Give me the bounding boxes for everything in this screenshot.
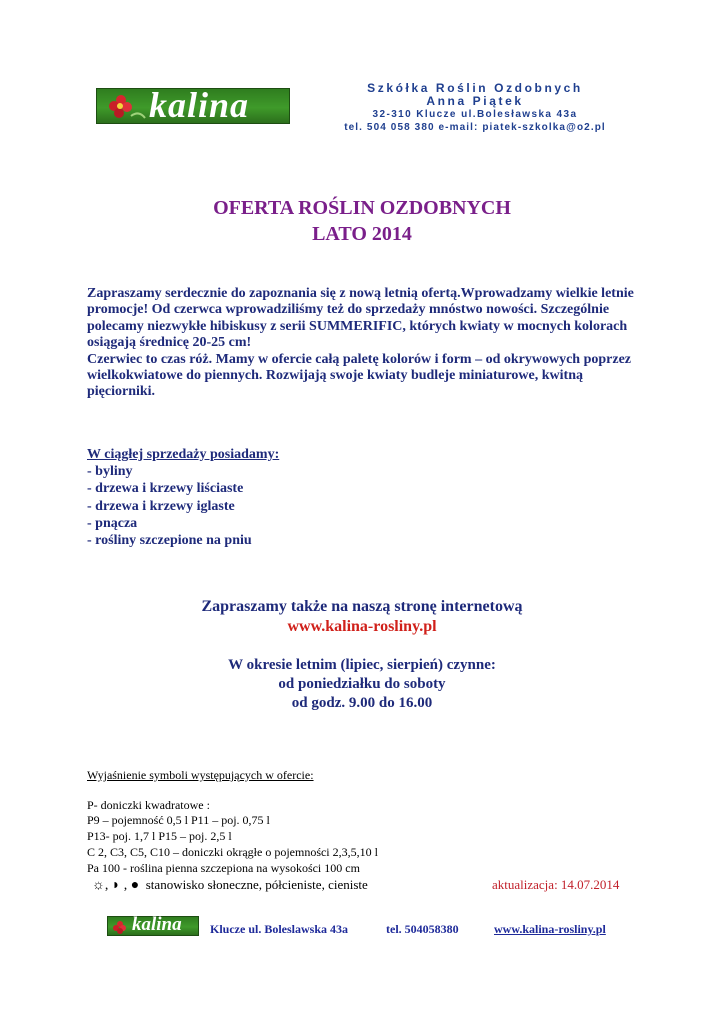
list-item: - pnącza [87, 515, 138, 531]
flower-icon [110, 918, 132, 936]
sun-shade-icons: ☼, ◗ , ● [92, 878, 140, 893]
company-contact: tel. 504 058 380 e-mail: piatek-szkolka@o2.pl [344, 122, 606, 133]
footer-logo [107, 916, 199, 936]
legend-row: P- doniczki kwadratowe : [87, 797, 210, 812]
legend-row: C 2, C3, C5, C10 – doniczki okrągłe o pojemności 2,3,5,10 l [87, 844, 378, 859]
footer-address: Klucze ul. Boleslawska 43a [210, 922, 349, 936]
list-item: - drzewa i krzewy iglaste [87, 498, 235, 514]
sale-list [87, 446, 487, 549]
website-invite: Zapraszamy także na naszą stronę internetową [201, 598, 523, 615]
light-symbols-description: stanowisko słoneczne, półcieniste, cieniste [145, 877, 368, 892]
legend-row: Pa 100 - roślina pienna szczepiona na wysokości 100 cm [87, 860, 360, 875]
footer-website-link[interactable]: www.kalina-rosliny.pl [494, 922, 606, 936]
intro-text [87, 286, 647, 401]
list-item: - drzewa i krzewy liściaste [87, 481, 244, 497]
company-name: Szkółka Roślin Ozdobnych [367, 81, 583, 95]
legend-row: P13- poj. 1,7 l P15 – poj. 2,5 l [87, 829, 232, 844]
list-item: - rośliny szczepione na pniu [87, 533, 252, 549]
symbols-legend [87, 768, 647, 876]
company-address: 32-310 Klucze ul.Bolesławska 43a [372, 109, 578, 120]
flower-icon [101, 90, 147, 122]
company-info [315, 82, 635, 134]
light-symbols-row [92, 876, 368, 895]
footer-logo-text: kalina [132, 914, 182, 935]
kalina-logo [96, 85, 290, 125]
intro-paragraph-2: Czerwiec to czas róż. Mamy w ofercie całą paletę kolorów i form – od okrywowych poprzez wielkokwiatowe do piennych. Rozwijają swoje kwiaty budleje miniaturowe, kwitną pięciorniki. [87, 351, 632, 400]
opening-hours [0, 656, 724, 713]
legend-row: P9 – pojemność 0,5 l P11 – poj. 0,75 l [87, 813, 270, 828]
update-date: aktualizacja: 14.07.2014 [492, 877, 620, 892]
hours-line-3: od godz. 9.00 do 16.00 [291, 695, 433, 711]
sale-list-heading: W ciągłej sprzedaży posiadamy: [87, 447, 280, 462]
logo-text: kalina [149, 85, 250, 125]
page-title: OFERTA ROŚLIN OZDOBNYCH [213, 197, 511, 219]
hours-line-2: od poniedziałku do soboty [278, 676, 446, 692]
page-subtitle: LATO 2014 [312, 223, 412, 245]
intro-paragraph-1: Zapraszamy serdecznie do zapoznania się z nową letnią ofertą.Wprowadzamy wielkie letnie promocje! Od czerwca wprowadziliśmy też do sprzedaży mnóstwo nowości. Szczególnie polecamy niezwykłe hibiskusy z serii SUMMERIFIC, których kwiaty w mocnych kolorach osiągają średnicę 20-25 cm! [87, 286, 634, 351]
website-link[interactable]: www.kalina-rosliny.pl [287, 618, 437, 635]
hours-line-1: W okresie letnim (lipiec, sierpień) czynne: [228, 657, 496, 673]
footer-phone: tel. 504058380 [386, 922, 459, 936]
legend-heading: Wyjaśnienie symboli występujących w ofercie: [87, 768, 314, 782]
list-item: - byliny [87, 464, 133, 480]
owner-name: Anna Piątek [426, 94, 524, 108]
